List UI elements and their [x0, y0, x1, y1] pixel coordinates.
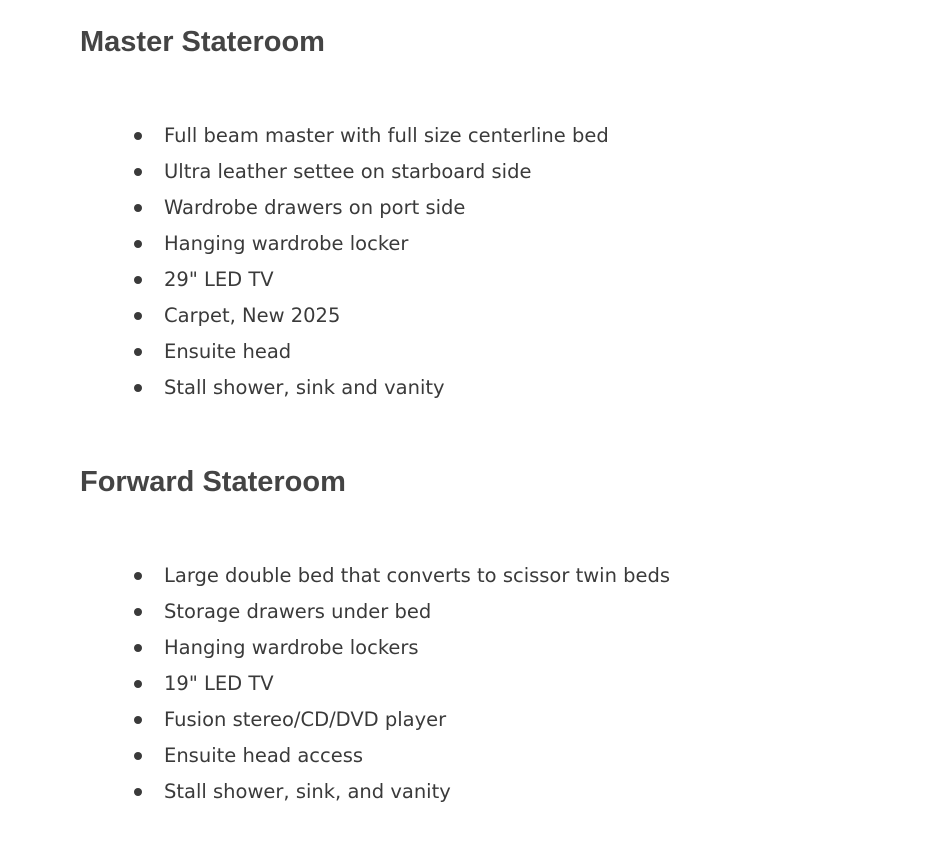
list-item-text: Ensuite head access	[164, 744, 364, 767]
master-stateroom-heading: Master Stateroom	[80, 26, 325, 58]
list-item-text: Fusion stereo/CD/DVD player	[164, 708, 447, 731]
list-item-text: Storage drawers under bed	[164, 600, 432, 623]
list-item-text: Stall shower, sink, and vanity	[164, 780, 451, 803]
bullet-icon	[134, 348, 142, 356]
list-item-text: Carpet, New 2025	[164, 304, 341, 327]
list-item-text: Wardrobe drawers on port side	[164, 196, 466, 219]
forward-stateroom-section	[80, 462, 900, 810]
forward-stateroom-heading: Forward Stateroom	[80, 466, 346, 498]
master-stateroom-list	[80, 118, 900, 406]
bullet-icon	[134, 312, 142, 320]
list-item	[164, 226, 900, 262]
list-item-text: Full beam master with full size centerline bed	[164, 124, 609, 147]
bullet-icon	[134, 680, 142, 688]
bullet-icon	[134, 752, 142, 760]
list-item	[164, 594, 900, 630]
master-stateroom-section	[80, 22, 900, 406]
bullet-icon	[134, 132, 142, 140]
list-item	[164, 774, 900, 810]
list-item-text: Ensuite head	[164, 340, 292, 363]
bullet-icon	[134, 644, 142, 652]
list-item	[164, 298, 900, 334]
list-item	[164, 630, 900, 666]
list-item	[164, 154, 900, 190]
list-item	[164, 738, 900, 774]
list-item	[164, 558, 900, 594]
bullet-icon	[134, 168, 142, 176]
bullet-icon	[134, 716, 142, 724]
list-item-text: Ultra leather settee on starboard side	[164, 160, 532, 183]
bullet-icon	[134, 608, 142, 616]
list-item	[164, 334, 900, 370]
list-item-text: Hanging wardrobe lockers	[164, 636, 419, 659]
bullet-icon	[134, 788, 142, 796]
bullet-icon	[134, 384, 142, 392]
list-item-text: Stall shower, sink and vanity	[164, 376, 445, 399]
list-item	[164, 118, 900, 154]
bullet-icon	[134, 204, 142, 212]
list-item-text: Hanging wardrobe locker	[164, 232, 409, 255]
list-item	[164, 190, 900, 226]
list-item-text: 19" LED TV	[164, 672, 274, 695]
bullet-icon	[134, 240, 142, 248]
list-item-text: Large double bed that converts to scissor twin beds	[164, 564, 671, 587]
list-item	[164, 262, 900, 298]
bullet-icon	[134, 276, 142, 284]
bullet-icon	[134, 572, 142, 580]
list-item	[164, 370, 900, 406]
list-item-text: 29" LED TV	[164, 268, 274, 291]
list-item	[164, 666, 900, 702]
forward-stateroom-list	[80, 558, 900, 810]
list-item	[164, 702, 900, 738]
